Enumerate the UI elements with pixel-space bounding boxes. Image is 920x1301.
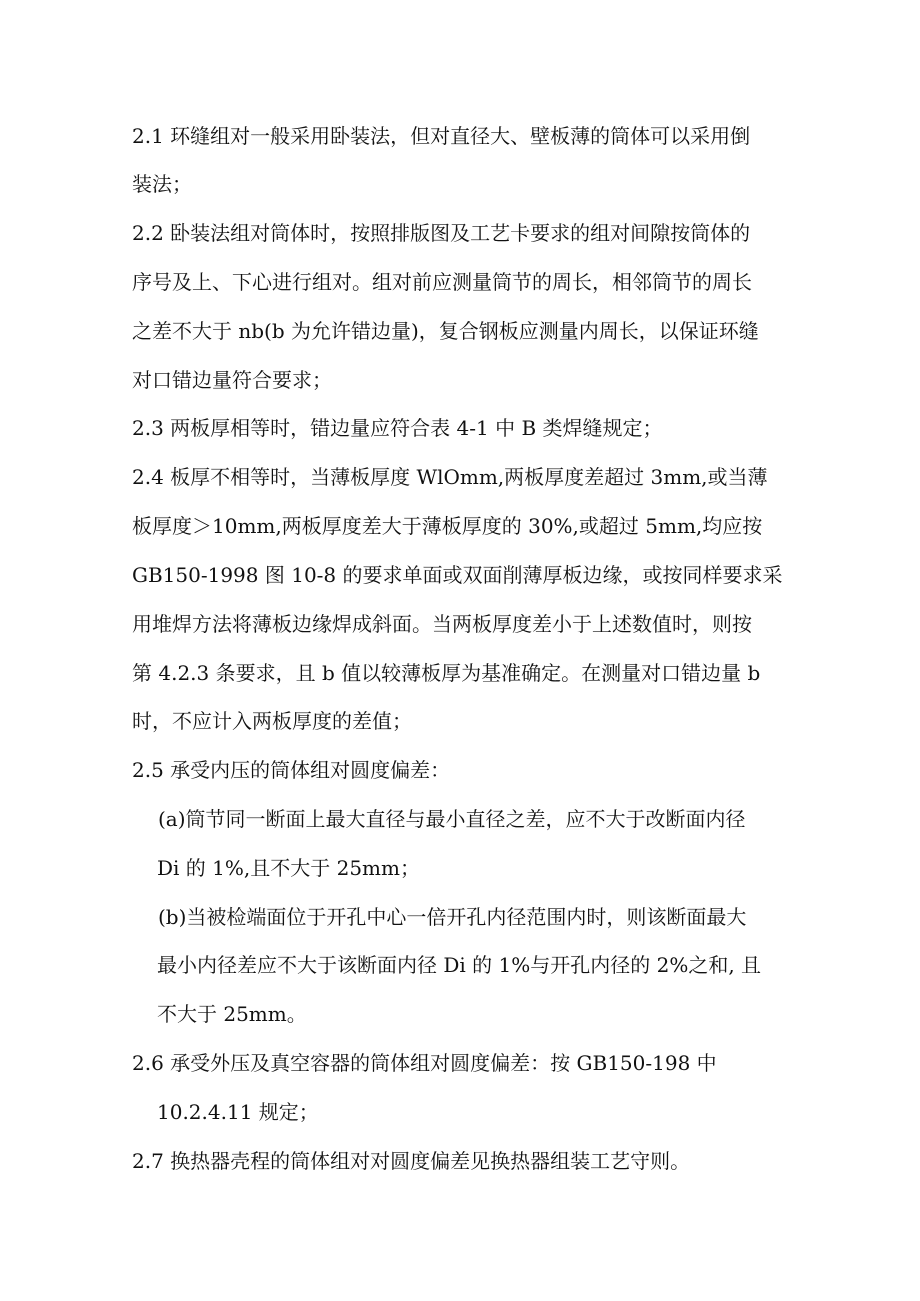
line-2-1-a: 2.1 环缝组对一般采用卧装法，但对直径大、壁板薄的筒体可以采用倒: [132, 124, 751, 148]
line-2-5-b-2: 最小内径差应不大于该断面内径 Di 的 1%与开孔内径的 2%之和, 且: [157, 953, 762, 977]
line-2-1-b: 装法；: [132, 172, 192, 196]
line-2-5: 2.5 承受内压的筒体组对圆度偏差：: [132, 758, 451, 782]
line-2-2-c: 之差不大于 nb(b 为允许错边量)，复合钢板应测量内周长，以保证环缝: [132, 319, 759, 343]
line-2-6-a: 2.6 承受外压及真空容器的筒体组对圆度偏差：按 GB150-198 中: [132, 1051, 717, 1075]
line-2-4-e: 第 4.2.3 条要求，且 b 值以较薄板厚为基准确定。在测量对口错边量 b: [132, 661, 761, 685]
line-2-2-b: 序号及上、下心进行组对。组对前应测量筒节的周长，相邻筒节的周长: [132, 270, 752, 294]
line-2-2-d: 对口错边量符合要求；: [132, 368, 332, 392]
line-2-4-f: 时，不应计入两板厚度的差值；: [132, 709, 412, 733]
line-2-4-d: 用堆焊方法将薄板边缘焊成斜面。当两板厚度差小于上述数值时，则按: [132, 612, 752, 636]
line-2-4-a: 2.4 板厚不相等时，当薄板厚度 WlOmm,两板厚度差超过 3mm,或当薄: [132, 465, 768, 489]
line-2-5-a-1: (a)筒节同一断面上最大直径与最小直径之差，应不大于改断面内径: [158, 807, 746, 831]
line-2-7: 2.7 换热器壳程的筒体组对对圆度偏差见换热器组装工艺守则。: [132, 1149, 691, 1173]
line-2-2-a: 2.2 卧装法组对筒体时，按照排版图及工艺卡要求的组对间隙按筒体的: [132, 221, 751, 245]
line-2-5-b-1: (b)当被检端面位于开孔中心一倍开孔内径范围内时，则该断面最大: [158, 905, 747, 929]
line-2-4-b: 板厚度＞10mm,两板厚度差大于薄板厚度的 30%,或超过 5mm,均应按: [132, 514, 763, 538]
line-2-3: 2.3 两板厚相等时，错边量应符合表 4-1 中 B 类焊缝规定；: [132, 416, 663, 440]
line-2-5-b-3: 不大于 25mm。: [157, 1002, 307, 1026]
line-2-5-a-2: Di 的 1%,且不大于 25mm；: [157, 856, 420, 880]
line-2-4-c: GB150-1998 图 10-8 的要求单面或双面削薄厚板边缘，或按同样要求采: [132, 563, 783, 587]
line-2-6-b: 10.2.4.11 规定；: [157, 1100, 319, 1124]
